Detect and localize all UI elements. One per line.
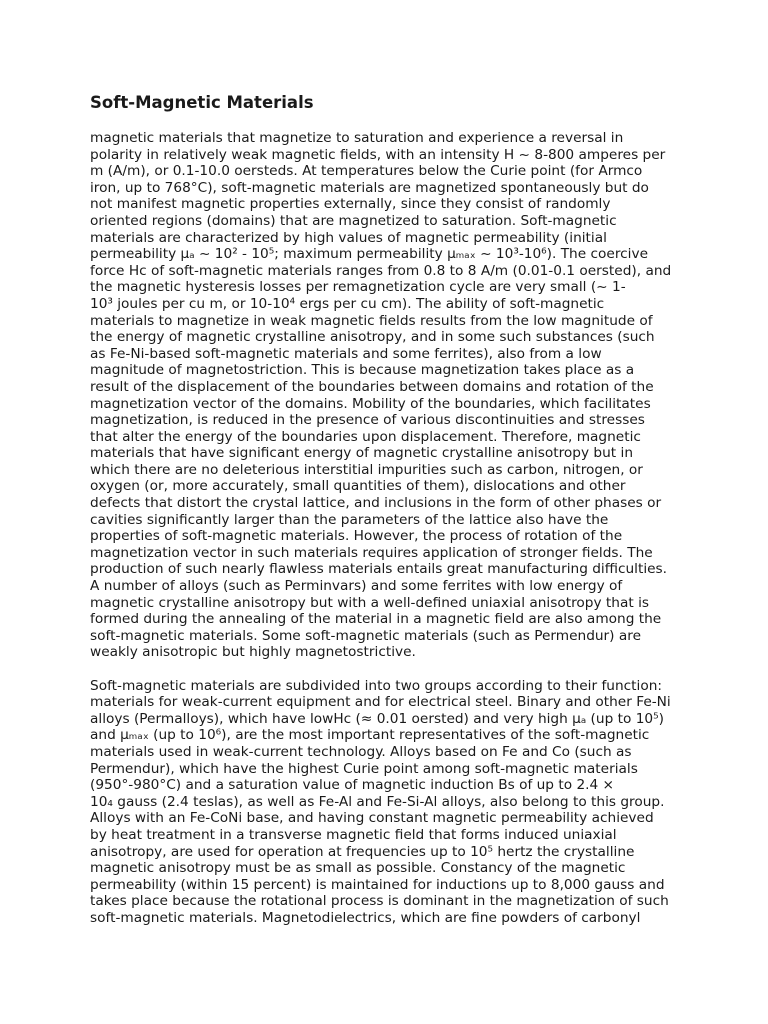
text-line: permeability (within 15 percent) is maintained for inductions up to 8,000 gauss and	[90, 876, 665, 893]
text-line: 10₄ gauss (2.4 teslas), as well as Fe-Al and Fe-Si-Al alloys, also belong to this group.	[90, 793, 665, 810]
text-line: Soft-magnetic materials are subdivided into two groups according to their function:	[90, 677, 662, 694]
text-line: formed during the annealing of the material in a magnetic field are also among the	[90, 611, 662, 628]
paragraph-gap	[90, 661, 682, 678]
paragraph-1	[90, 130, 682, 661]
text-line: magnetic anisotropy must be as small as possible. Constancy of the magnetic	[90, 860, 626, 877]
text-line: and μₘₐₓ (up to 10⁶), are the most important representatives of the soft-magnetic	[90, 727, 650, 744]
text-line: permeability μₐ ~ 10² - 10⁵; maximum permeability μₘₐₓ ~ 10³-10⁶). The coercive	[90, 246, 649, 263]
text-line: anisotropy, are used for operation at frequencies up to 10⁵ hertz the crystalline	[90, 843, 635, 860]
text-line: magnetization vector in such materials requires application of stronger fields. The	[90, 544, 653, 561]
text-line: m (A/m), or 0.1-10.0 oersteds. At temperatures below the Curie point (for Armco	[90, 163, 643, 180]
text-line: materials to magnetize in weak magnetic fields results from the low magnitude of	[90, 312, 653, 329]
text-line: materials are characterized by high values of magnetic permeability (initial	[90, 229, 607, 246]
text-line: (950°-980°C) and a saturation value of magnetic induction Bs of up to 2.4 ×	[90, 777, 615, 794]
document-title: Soft-Magnetic Materials	[90, 93, 314, 112]
text-line: soft-magnetic materials. Some soft-magnetic materials (such as Permendur) are	[90, 627, 642, 644]
text-line: not manifest magnetic properties externally, since they consist of randomly	[90, 196, 611, 213]
text-line: as Fe-Ni-based soft-magnetic materials and some ferrites), also from a low	[90, 345, 602, 362]
text-line: takes place because the rotational process is dominant in the magnetization of such	[90, 893, 669, 910]
paragraph-2	[90, 678, 682, 927]
text-line: which there are no deleterious interstitial impurities such as carbon, nitrogen, or	[90, 461, 643, 478]
text-line: magnetic crystalline anisotropy but with a well-defined uniaxial anisotropy that is	[90, 594, 650, 611]
text-line: defects that distort the crystal lattice, and inclusions in the form of other phases or	[90, 495, 662, 512]
text-line: weakly anisotropic but highly magnetostrictive.	[90, 644, 416, 661]
text-line: the energy of magnetic crystalline anisotropy, and in some such substances (such	[90, 329, 655, 346]
text-line: iron, up to 768°C), soft-magnetic materials are magnetized spontaneously but do	[90, 179, 649, 196]
text-line: Alloys with an Fe-CoNi base, and having constant magnetic permeability achieved	[90, 810, 654, 827]
text-line: the magnetic hysteresis losses per remagnetization cycle are very small (~ 1-	[90, 279, 626, 296]
text-line: magnetization vector of the domains. Mobility of the boundaries, which facilitates	[90, 395, 651, 412]
text-line: by heat treatment in a transverse magnetic field that forms induced uniaxial	[90, 826, 617, 843]
text-line: result of the displacement of the boundaries between domains and rotation of the	[90, 378, 654, 395]
text-line: magnitude of magnetostriction. This is because magnetization takes place as a	[90, 362, 635, 379]
text-line: polarity in relatively weak magnetic fields, with an intensity H ~ 8-800 amperes per	[90, 146, 666, 163]
text-line: 10³ joules per cu m, or 10-10⁴ ergs per cu cm). The ability of soft-magnetic	[90, 295, 605, 312]
text-line: A number of alloys (such as Perminvars) and some ferrites with low energy of	[90, 578, 623, 595]
text-line: oriented regions (domains) that are magnetized to saturation. Soft-magnetic	[90, 212, 617, 229]
text-line: Permendur), which have the highest Curie point among soft-magnetic materials	[90, 760, 638, 777]
text-line: soft-magnetic materials. Magnetodielectrics, which are fine powders of carbonyl	[90, 909, 641, 926]
document-page	[90, 92, 682, 927]
text-line: properties of soft-magnetic materials. However, the process of rotation of the	[90, 528, 623, 545]
text-line: cavities significantly larger than the parameters of the lattice also have the	[90, 511, 609, 528]
text-line: materials for weak-current equipment and for electrical steel. Binary and other Fe-Ni	[90, 694, 671, 711]
text-line: oxygen (or, more accurately, small quantities of them), dislocations and other	[90, 478, 626, 495]
text-line: that alter the energy of the boundaries upon displacement. Therefore, magnetic	[90, 428, 641, 445]
text-line: materials that have significant energy of magnetic crystalline anisotropy but in	[90, 445, 633, 462]
text-line: materials used in weak-current technology. Alloys based on Fe and Co (such as	[90, 743, 632, 760]
text-line: production of such nearly flawless materials entails great manufacturing difficulties.	[90, 561, 668, 578]
text-line: force Hc of soft-magnetic materials ranges from 0.8 to 8 A/m (0.01-0.1 oersted), and	[90, 262, 672, 279]
text-line: magnetization, is reduced in the presence of various discontinuities and stresses	[90, 412, 645, 429]
text-line: magnetic materials that magnetize to saturation and experience a reversal in	[90, 130, 624, 146]
text-line: alloys (Permalloys), which have lowHc (≈ 0.01 oersted) and very high μₐ (up to 10⁵)	[90, 710, 664, 727]
